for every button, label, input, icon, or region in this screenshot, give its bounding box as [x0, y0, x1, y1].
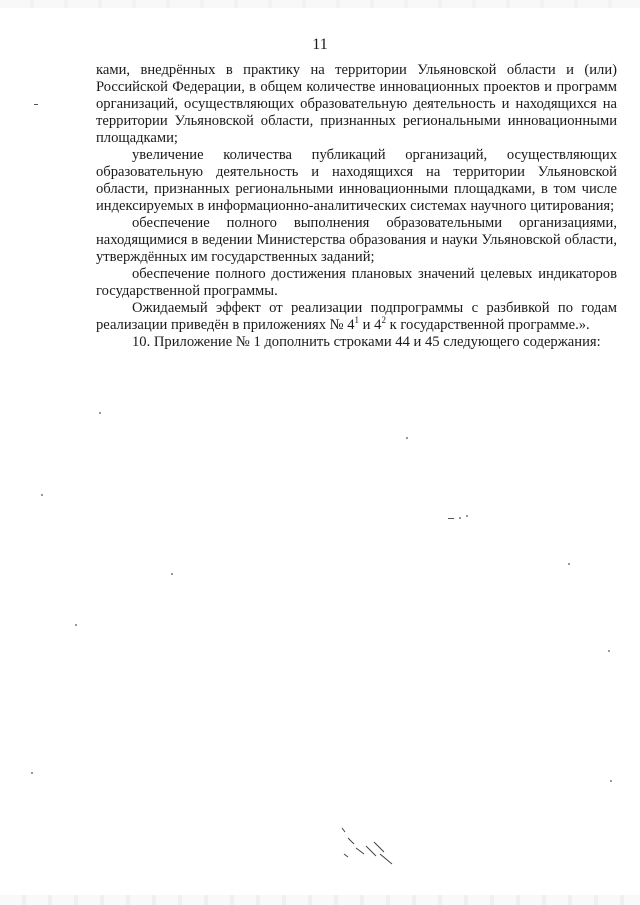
scan-speck — [406, 437, 408, 439]
scan-speck — [31, 772, 33, 774]
scan-bottom-edge — [0, 895, 640, 905]
scan-speck — [459, 517, 461, 519]
paragraph-5 — [96, 300, 617, 334]
document-body — [96, 62, 617, 351]
scan-top-edge — [0, 0, 640, 8]
paragraph-5-text-start: Ожидаемый эффект от реализации подпрограммы с разбивкой по годам реализации приведён в приложениях № 4 — [96, 300, 617, 333]
paragraph-2: увеличение количества публикаций организаций, осуществляющих образовательную деятельность и находящихся на территории Ульяновской области, признанных региональными инновационными площадками, в том числе индексируемых в информационно-аналитических системах научного цитирования; — [96, 147, 617, 214]
paragraph-4: обеспечение полного достижения плановых значений целевых индикаторов государственной программы. — [96, 266, 617, 299]
superscript-2: 2 — [381, 315, 386, 326]
scan-speck — [41, 494, 43, 496]
superscript-1: 1 — [354, 315, 360, 326]
page-number: 11 — [312, 36, 328, 53]
scan-speck — [171, 573, 173, 575]
paragraph-3: обеспечение полного выполнения образовательными организациями, находящимися в ведении Министерства образования и науки Ульяновской области, утверждённых им государственных заданий; — [96, 215, 617, 265]
scan-speck — [608, 650, 610, 652]
scan-artifact-left — [34, 104, 38, 105]
paragraph-1: ками, внедрённых в практику на территории Ульяновской области и (или) Российской Федерации, в общем количестве инновационных проектов и программ организаций, осуществляющих образовательную деятельность и находящихся на территории Ульяновской области, признанных региональными инновационными площадками; — [96, 62, 617, 146]
scan-speck — [99, 412, 101, 414]
scan-speck — [610, 780, 612, 782]
scan-speck — [466, 515, 468, 517]
scan-scribble — [336, 824, 406, 874]
scan-artifact-mid — [448, 518, 454, 519]
paragraph-5-text-middle: и 4 — [359, 317, 382, 333]
scan-speck — [75, 624, 77, 626]
scan-speck — [568, 563, 570, 565]
paragraph-5-text-end: к государственной программе.». — [385, 317, 590, 333]
paragraph-6: 10. Приложение № 1 дополнить строками 44 и 45 следующего содержания: — [132, 334, 601, 350]
